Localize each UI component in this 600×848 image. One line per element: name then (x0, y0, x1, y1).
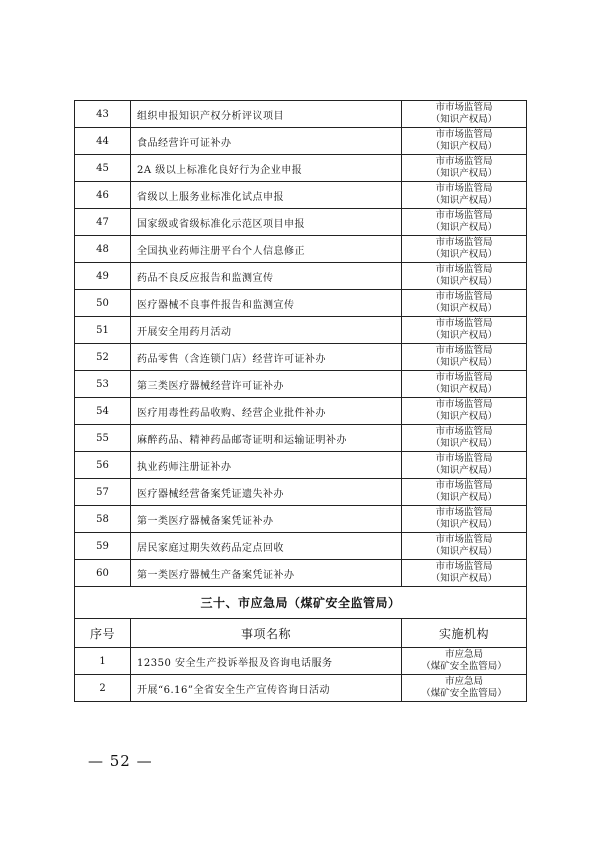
item-name-cell: 第一类医疗器械生产备案凭证补办 (131, 560, 402, 587)
agency-name-line: 市市场监管局 (435, 426, 493, 437)
table-row (75, 101, 527, 128)
agency-subname-line: （知识产权局） (430, 573, 498, 584)
agency-subname-line: （知识产权局） (430, 222, 498, 233)
section-title: 三十、市应急局（煤矿安全监管局） (75, 587, 527, 619)
table-row (75, 263, 527, 290)
agency-name-line: 市市场监管局 (435, 507, 493, 518)
item-name-cell: 食品经营许可证补办 (131, 128, 402, 155)
agency-name-line: 市应急局 (444, 649, 483, 660)
agency-name-line: 市市场监管局 (435, 183, 493, 194)
item-name-cell: 麻醉药品、精神药品邮寄证明和运输证明补办 (131, 425, 402, 452)
agency-subname-line: （知识产权局） (430, 141, 498, 152)
item-name-cell: 医疗器械不良事件报告和监测宣传 (131, 290, 402, 317)
table-row (75, 182, 527, 209)
agency-subname-line: （知识产权局） (430, 249, 498, 260)
table-row (75, 290, 527, 317)
row-number-cell: 58 (75, 506, 131, 533)
agency-name-line: 市市场监管局 (435, 372, 493, 383)
implementing-agency-cell (402, 675, 527, 702)
agency-subname-line: （知识产权局） (430, 303, 498, 314)
item-name-cell: 开展“6.16”全省安全生产宣传咨询日活动 (131, 675, 402, 702)
agency-name-line: 市市场监管局 (435, 129, 493, 140)
agency-subname-line: （知识产权局） (430, 465, 498, 476)
item-name-cell: 12350 安全生产投诉举报及咨询电话服务 (131, 648, 402, 675)
implementing-agency-cell (402, 425, 527, 452)
header-number: 序号 (75, 619, 131, 648)
agency-name-line: 市市场监管局 (435, 210, 493, 221)
table-row (75, 506, 527, 533)
table-row (75, 533, 527, 560)
agency-subname-line: （知识产权局） (430, 330, 498, 341)
row-number-cell: 47 (75, 209, 131, 236)
agency-subname-line: （知识产权局） (430, 519, 498, 530)
service-items-table (74, 100, 527, 702)
table-body (75, 101, 527, 702)
agency-subname-line: （知识产权局） (430, 168, 498, 179)
item-name-cell: 第一类医疗器械备案凭证补办 (131, 506, 402, 533)
implementing-agency-cell (402, 371, 527, 398)
item-name-cell: 组织申报知识产权分析评议项目 (131, 101, 402, 128)
agency-subname-line: （知识产权局） (430, 546, 498, 557)
item-name-cell: 执业药师注册证补办 (131, 452, 402, 479)
table-header-row (75, 619, 527, 648)
table-row (75, 560, 527, 587)
table-row (75, 371, 527, 398)
section-title-row (75, 587, 527, 619)
implementing-agency-cell (402, 290, 527, 317)
table-row (75, 155, 527, 182)
table-row (75, 452, 527, 479)
implementing-agency-cell (402, 452, 527, 479)
header-item-name: 事项名称 (131, 619, 402, 648)
table-row (75, 398, 527, 425)
agency-subname-line: （知识产权局） (430, 411, 498, 422)
agency-subname-line: （知识产权局） (430, 492, 498, 503)
item-name-cell: 药品不良反应报告和监测宣传 (131, 263, 402, 290)
item-name-cell: 2A 级以上标准化良好行为企业申报 (131, 155, 402, 182)
row-number-cell: 1 (75, 648, 131, 675)
implementing-agency-cell (402, 344, 527, 371)
item-name-cell: 第三类医疗器械经营许可证补办 (131, 371, 402, 398)
agency-name-line: 市市场监管局 (435, 318, 493, 329)
row-number-cell: 56 (75, 452, 131, 479)
agency-subname-line: （知识产权局） (430, 384, 498, 395)
implementing-agency-cell (402, 533, 527, 560)
row-number-cell: 46 (75, 182, 131, 209)
agency-name-line: 市市场监管局 (435, 291, 493, 302)
agency-name-line: 市市场监管局 (435, 561, 493, 572)
item-name-cell: 药品零售（含连锁门店）经营许可证补办 (131, 344, 402, 371)
item-name-cell: 医疗器械经营备案凭证遗失补办 (131, 479, 402, 506)
implementing-agency-cell (402, 648, 527, 675)
table-row (75, 236, 527, 263)
agency-subname-line: （知识产权局） (430, 438, 498, 449)
agency-name-line: 市市场监管局 (435, 102, 493, 113)
implementing-agency-cell (402, 398, 527, 425)
agency-name-line: 市应急局 (444, 676, 483, 687)
agency-subname-line: （知识产权局） (430, 276, 498, 287)
implementing-agency-cell (402, 155, 527, 182)
row-number-cell: 45 (75, 155, 131, 182)
row-number-cell: 53 (75, 371, 131, 398)
table-row (75, 675, 527, 702)
row-number-cell: 49 (75, 263, 131, 290)
page-number: — 52 — (88, 752, 153, 770)
agency-name-line: 市市场监管局 (435, 264, 493, 275)
table-row (75, 479, 527, 506)
table-row (75, 128, 527, 155)
agency-name-line: 市市场监管局 (435, 156, 493, 167)
row-number-cell: 59 (75, 533, 131, 560)
agency-subname-line: （知识产权局） (430, 114, 498, 125)
table-row (75, 317, 527, 344)
item-name-cell: 省级以上服务业标准化试点申报 (131, 182, 402, 209)
implementing-agency-cell (402, 479, 527, 506)
implementing-agency-cell (402, 506, 527, 533)
agency-name-line: 市市场监管局 (435, 237, 493, 248)
implementing-agency-cell (402, 101, 527, 128)
implementing-agency-cell (402, 182, 527, 209)
agency-name-line: 市市场监管局 (435, 345, 493, 356)
item-name-cell: 医疗用毒性药品收购、经营企业批件补办 (131, 398, 402, 425)
row-number-cell: 57 (75, 479, 131, 506)
table-row (75, 209, 527, 236)
item-name-cell: 居民家庭过期失效药品定点回收 (131, 533, 402, 560)
agency-name-line: 市市场监管局 (435, 534, 493, 545)
item-name-cell: 国家级或省级标准化示范区项目申报 (131, 209, 402, 236)
agency-name-line: 市市场监管局 (435, 453, 493, 464)
table-row (75, 425, 527, 452)
row-number-cell: 43 (75, 101, 131, 128)
agency-subname-line: （煤矿安全监管局） (421, 661, 507, 672)
item-name-cell: 全国执业药师注册平台个人信息修正 (131, 236, 402, 263)
implementing-agency-cell (402, 317, 527, 344)
agency-subname-line: （知识产权局） (430, 195, 498, 206)
row-number-cell: 44 (75, 128, 131, 155)
row-number-cell: 2 (75, 675, 131, 702)
implementing-agency-cell (402, 128, 527, 155)
agency-name-line: 市市场监管局 (435, 480, 493, 491)
implementing-agency-cell (402, 209, 527, 236)
row-number-cell: 52 (75, 344, 131, 371)
row-number-cell: 55 (75, 425, 131, 452)
row-number-cell: 51 (75, 317, 131, 344)
agency-name-line: 市市场监管局 (435, 399, 493, 410)
implementing-agency-cell (402, 560, 527, 587)
table-row (75, 648, 527, 675)
table-row (75, 344, 527, 371)
row-number-cell: 48 (75, 236, 131, 263)
header-agency: 实施机构 (402, 619, 527, 648)
row-number-cell: 60 (75, 560, 131, 587)
agency-subname-line: （知识产权局） (430, 357, 498, 368)
implementing-agency-cell (402, 263, 527, 290)
item-name-cell: 开展安全用药月活动 (131, 317, 402, 344)
implementing-agency-cell (402, 236, 527, 263)
agency-subname-line: （煤矿安全监管局） (421, 688, 507, 699)
row-number-cell: 54 (75, 398, 131, 425)
row-number-cell: 50 (75, 290, 131, 317)
